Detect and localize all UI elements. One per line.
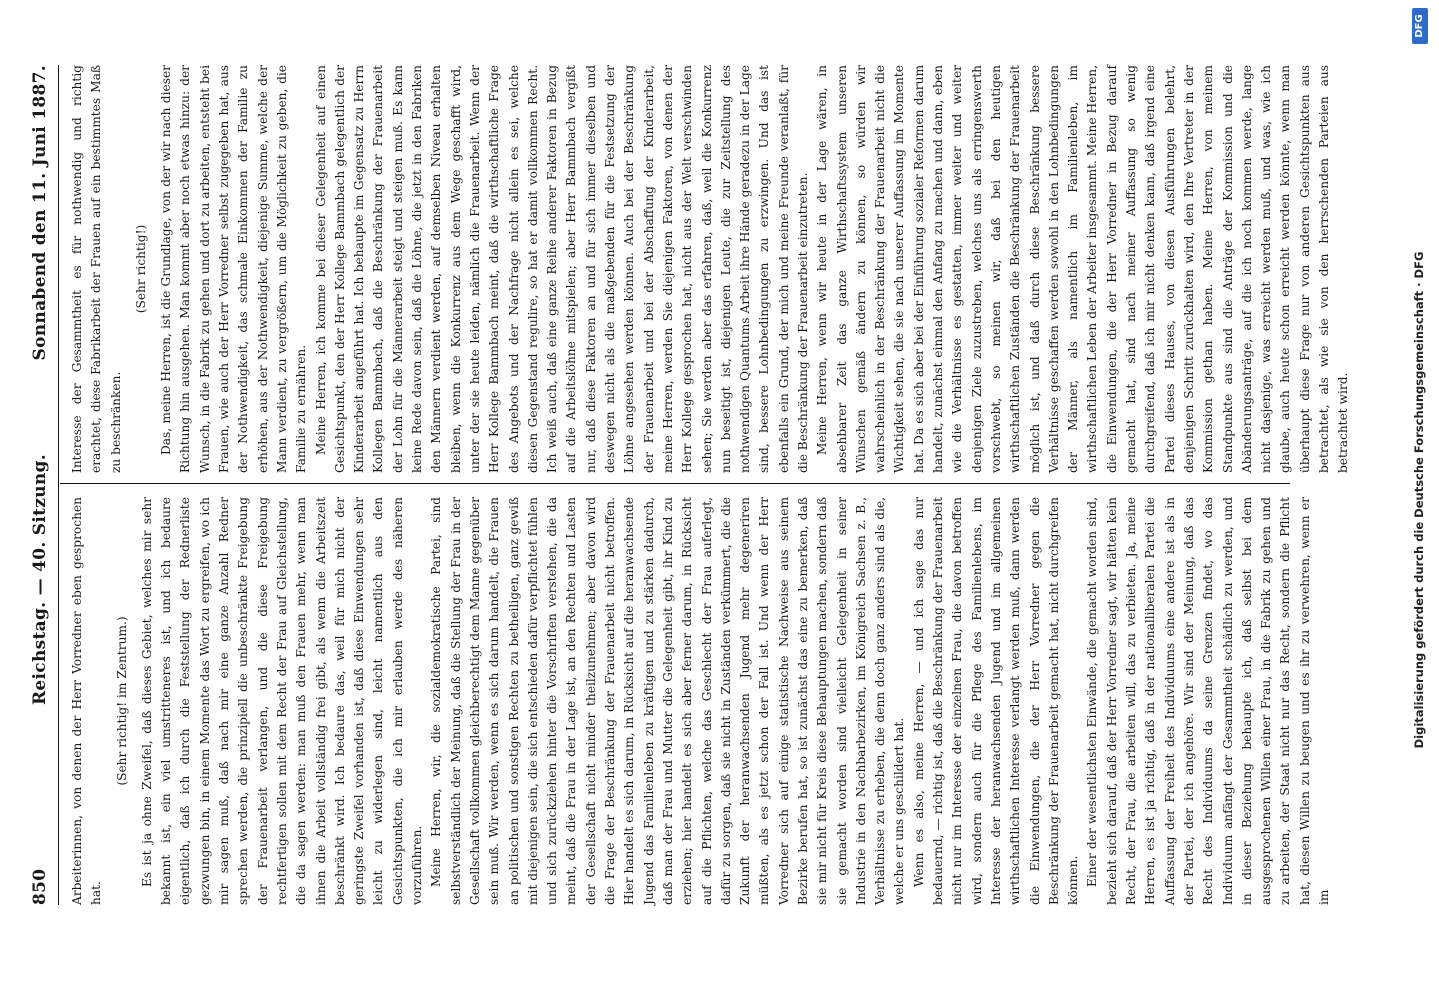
digitization-credit — [1385, 10, 1425, 990]
paragraph: Meine Herren, wir, die sozialdemokratische Partei, sind selbstverständlich der Meinung, daß die Stellung der Frau in der Gesellschaft vollkommen gleichberechtigt dem Manne gegenüber sein muß. Wir werden, wenn es sich darum handelt, die Frauen an politischen und sonstigen Rechten zu betheiligen, ganz gewiß mit diejenigen sein, die sich entschieden dafür verpflichtet fühlen und sich zurückziehen hinter die Vorschriften verstehen, die da meint, daß die Frau in der Lage ist, an den Rechten und Lasten der Gesellschaft nicht minder theilzunehmen; aber davon wird die Frage der Beschränkung der Frauenarbeit nicht betroffen. Hier handelt es sich darum, in Rücksicht auf die heranwachsende Jugend das Familienleben zu kräftigen und zu stärken dadurch, daß man der Frau und Mutter die Gelegenheit gibt, ihr Kind zu erziehen; hier handelt es sich aber ferner darum, in Rücksicht auf die Pflichten, welche das Geschlecht der Frau auferlegt, dafür zu sorgen, daß sie nicht in Zuständen verkümmert, die die Zukunft der heranwachsenden Jugend mehr degeneriren müßten, als es jetzt schon der Fall ist. Und wenn der Herr Vorredner sich auf einige statistische Nachweise aus seinem Bezirke berufen hat, so ist zunächst das eine zu bemerken, daß sie mir nicht für Kreis diese Behauptungen machen, sondern daß sie gemacht worden sind vielleicht Gelegenheit in seiner Industrie in den Nachbarbezirken, im Königreich Sachsen z. B., Verhältnisse zu erheben, die denn doch ganz anders sind als die, welche er uns geschildert hat. — [429, 497, 907, 905]
paragraph: Wenn es also, meine Herren, — und ich sage das nur bedauernd, — richtig ist, daß die Beschränkung der Frauenarbeit nicht nur im Interesse der einzelnen Frau, die davon betroffen wird, sondern auch für die Pflege des Familienlebens, im Interesse der heranwachsenden Jugend und im allgemeinen wirthschaftlichen Interesse verlangt werden muß, dann werden die Einwendungen, die der Herr Vorredner gegen die Beschränkung der Frauenarbeit gemacht hat, nicht durchgreifen können. — [911, 497, 1081, 905]
interjection: (Sehr richtig! im Zentrum.) — [114, 616, 129, 786]
paragraph: Das, meine Herren, ist die Grundlage, von der wir nach dieser Richtung hin ausgehen. Man kommt aber noch etwas hinzu: der Wunsch, in die Fabrik zu gehen und dort zu arbeiten, entsteht bei Frauen, wie auch der Herr Vorredner selbst zugegeben hat, aus der Nothwendigkeit, das schmale Einkommen der Familie zu erhöhen, aus der Nothwendigkeit, diejenige Summe, welche der Mann verdient, zu vergrößern, um die Möglichkeit zu geben, die Familie zu ernähren. — [159, 65, 309, 473]
digitization-credit-text: Digitalisierung gefördert durch die Deutsche Forschungsgemeinschaft · DFG — [1412, 251, 1426, 749]
header-rule — [58, 65, 59, 905]
paragraph: Arbeiterinnen, von denen der Herr Vorredner eben gesprochen hat. — [70, 497, 104, 905]
paragraph: Es ist ja ohne Zweifel, daß dieses Gebiet, welches mir sehr bekannt ist, ein viel umstritteneres ist, und ich bedaure eigentlich, daß ich durch die Feststellung der Rednerliste gezwungen bin, in einem Momente das Wort zu ergreifen, wo ich mir sagen muß, daß nach mir eine ganze Anzahl Redner sprechen werden, die prinzipiell die unbeschränkte Freigebung der Frauenarbeit verlangen, und die diese Freigebung rechtfertigen sollen mit dem Recht der Frau auf Gleichstellung, die da sagen werden: man muß den Frauen mehr, wenn man ihnen die Arbeit vollständig frei gibt, als wenn die Arbeitszeit beschränkt wird. Ich bedaure das, weil für mich nicht der geringste Zweifel vorhanden ist, daß diese Einwendungen sehr leicht zu widerlegen sind, leicht namentlich aus den Gesichtspunkten, die ich mir erlauben werde des näheren vorzuführen. — [139, 497, 425, 905]
dfg-logo — [1412, 8, 1428, 44]
paragraph: Einer der wesentlichsten Einwände, die gemacht worden sind, bezieht sich darauf, daß der Herr Vorredner sagt, wir hätten kein Recht, der Frau, die arbeiten will, das zu verbieten. Ja, meine Herren, es ist ja richtig, daß in der nationalliberalen Partei die Auffassung der Freiheit des Individuums eine andere ist als in der Partei, der ich angehöre. Wir sind der Meinung, daß das Recht des Individuums da seine Grenzen findet, wo das Individuum anfängt der Gesammtheit schädlich zu werden, und in dieser Beziehung behaupte ich, daß selbst bei dem ausgesprochenen Willen einer Frau, in die Fabrik zu gehen und zu arbeiten, der Staat nicht nur das Recht, sondern die Pflicht hat, diesen Willen zu beugen und es ihr zu verwehren, wenn er im — [1085, 497, 1331, 905]
page-number: 850 — [30, 868, 50, 905]
paragraph: Meine Herren, wenn wir heute in der Lage wären, in absehbarer Zeit das ganze Wirthschaftssystem unseren Wünschen gemäß ändern zu können, so würden wir wahrscheinlich in der Beschränkung der Frauenarbeit nicht die Wichtigkeit sehen, die sie nach unserer Auffassung im Momente hat. Da es sich aber bei der Einführung sozialer Reformen darum handelt, zunächst einmal den Anfang zu machen und dann, eben wie die Verhältnisse es gestatten, immer weiter und weiter denjenigen Ziele zuzustreben, welches uns als erringenswerth vorschwebt, so meinen wir, daß bei den heutigen wirthschaftlichen Zuständen die Beschränkung der Frauenarbeit möglich ist, und daß durch diese Beschränkung bessere Verhältnisse geschaffen werden sowohl in den Lohnbedingungen der Männer, als namentlich im Familienleben, im wirthschaftlichen Leben der Arbeiter insgesammt. Meine Herren, die Einwendungen, die der Herr Vorredner in Bezug darauf gemacht hat, sind nach meiner Auffassung so wenig durchgreifend, daß ich mir nicht denken kann, daß irgend eine Partei dieses Hauses, von diesen Ausführungen belehrt, denjenigen Schritt zurückhalten wird, den Ihre Vertreter in der Kommission gethan haben. Meine Herren, von meinem Standpunkte aus sind die Anträge der Kommission und die Abänderungsanträge, auf die ich noch kommen werde, lange nicht dasjenige, was erreicht werden muß, und was, wie ich glaube, auch heute schon erreicht werden könnte, wenn man überhaupt diese Frage nur von anderen Gesichtspunkten aus betrachtet, als wie sie von den herrschenden Parteien aus betrachtet wird. — [815, 65, 1351, 473]
interjection: (Sehr richtig!) — [133, 224, 148, 314]
page-header — [30, 65, 54, 905]
session-date: Sonnabend den 11. Juni 1887. — [30, 65, 50, 361]
text-column-left — [68, 497, 1331, 905]
text-column-right — [68, 65, 1351, 473]
column-divider — [60, 483, 1290, 484]
paragraph: Interesse der Gesammtheit es für nothwendig und richtig erachtet, diese Fabrikarbeit der Frauen auf ein bestimmtes Maß zu beschränken. — [70, 65, 123, 473]
paragraph: Meine Herren, ich komme bei dieser Gelegenheit auf einen Gesichtspunkt, den der Herr Kollege Bammbach gelegentlich der Kinderarbeit angeführt hat. Ich behaupte im Gegensatz zu Herrn Kollegen Bammbach, daß die Beschränkung der Frauenarbeit der Lohn für die Männerarbeit steigt und steigen muß. Es kann keine Rede davon sein, daß die Löhne, die jetzt in den Fabriken den Männern verdient werden, auf demselben Niveau erhalten bleiben, wenn die Konkurrenz aus dem Wege geschafft wird, unter der sie heute leiden, nämlich die Frauenarbeit. Wenn der Herr Kollege Bammbach meint, daß die wirthschaftliche Frage des Angebots und der Nachfrage nicht allein es sei, welche diesen Gegenstand regulire, so hat er damit vollkommen Recht. Ich weiß auch, daß eine ganze Reihe anderer Faktoren in Bezug auf die Arbeitslöhne mitspielen; aber Herr Bammbach vergißt nur, daß diese Faktoren an und für sich immer dieselben und deswegen nicht als die maßgebenden für die Festsetzung der Löhne angesehen werden können. Auch bei der Beschränkung der Frauenarbeit und bei der Abschaffung der Kinderarbeit, meine Herren, werden Sie diejenigen Faktoren, von denen der Herr Kollege gesprochen hat, nicht aus der Welt verschwinden sehen; Sie werden aber das erfahren, daß, weil die Konkurrenz nun beseitigt ist, diejenigen Leute, die zur Zeitstellung des nothwendigen Quantums Arbeit ihre Hände geradezu in der Lage sind, bessere Lohnbedingungen zu erzwingen. Und das ist ebenfalls ein Grund, der mich und meine Freunde veranlaßt, für die Beschränkung der Frauenarbeit einzutreten. — [313, 65, 810, 473]
session-title: Reichstag. — 40. Sitzung. — [30, 454, 50, 705]
dfg-logo-text: DFG — [1414, 14, 1425, 38]
